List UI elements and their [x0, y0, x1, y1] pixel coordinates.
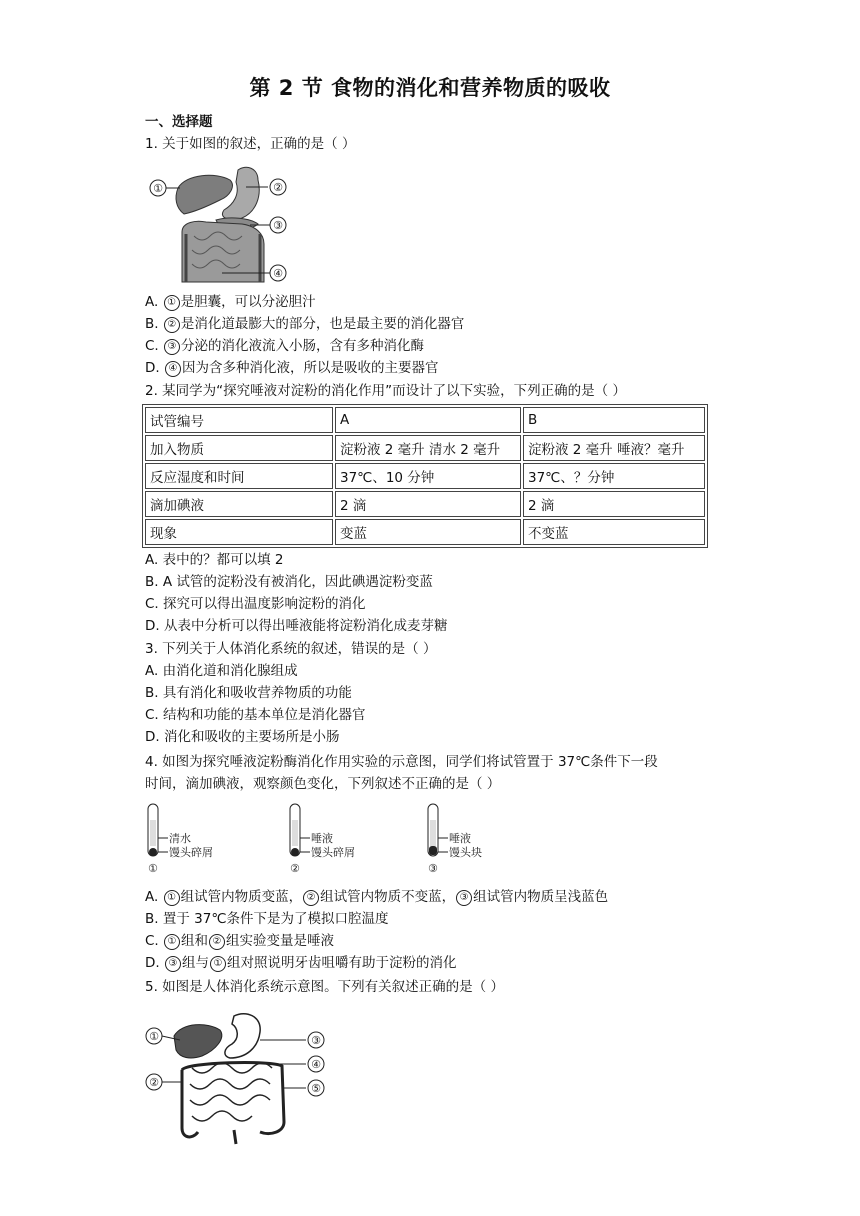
tube-2-bottom-label: 馒头碎屑 [311, 846, 355, 859]
tube-1-number: ① [148, 862, 158, 875]
q3-option-d: D. 消化和吸收的主要场所是小肠 [145, 729, 340, 745]
q3-option-b: B. 具有消化和吸收营养物质的功能 [145, 685, 352, 701]
option-text: 因为含多种消化液，所以是吸收的主要器官 [181, 360, 439, 376]
tube-3-top-label: 唾液 [449, 832, 471, 845]
table-row [145, 435, 705, 461]
q1-fig-label-3: ③ [273, 219, 283, 232]
circled-number: ① [164, 934, 180, 950]
table-row [145, 407, 705, 433]
table-row [145, 463, 705, 489]
q2-stem: 2. 某同学为“探究唾液对淀粉的消化作用”而设计了以下实验，下列正确的是（ ） [145, 383, 626, 399]
circled-number: ③ [456, 890, 472, 906]
circled-number: ① [164, 295, 180, 311]
q4-option-c [145, 931, 334, 951]
circled-number: ① [164, 890, 180, 906]
q2-option-b: B. A 试管的淀粉没有被消化，因此碘遇淀粉变蓝 [145, 574, 433, 590]
q4-test-tubes-figure [142, 800, 482, 876]
q5-digestive-system-figure [142, 1010, 332, 1146]
tube-1-bottom-label: 馒头碎屑 [169, 846, 213, 859]
option-prefix: A. [145, 294, 163, 310]
option-text: 是胆囊，可以分泌胆汁 [180, 294, 316, 310]
q2-option-d: D. 从表中分析可以得出唾液能将淀粉消化成麦芽糖 [145, 618, 448, 634]
table-cell: 加入物质 [145, 435, 333, 461]
circled-number: ④ [165, 361, 181, 377]
tube-2-top-label: 唾液 [311, 832, 333, 845]
q3-stem: 3. 下列关于人体消化系统的叙述，错误的是（ ） [145, 641, 437, 657]
page-title: 第 2 节 食物的消化和营养物质的吸收 [249, 76, 611, 100]
test-tube-3 [428, 804, 482, 875]
table-cell: 滴加碘液 [145, 491, 333, 517]
test-tube-1 [148, 804, 213, 875]
table-row [145, 491, 705, 517]
q5-fig-label-3: ③ [311, 1034, 321, 1047]
option-text: 组实验变量是唾液 [226, 933, 335, 949]
q1-digestive-organs-figure [146, 160, 296, 288]
table-cell: 不变蓝 [523, 519, 705, 545]
q2-experiment-table [142, 404, 708, 548]
table-cell: 变蓝 [335, 519, 521, 545]
table-cell: B [523, 407, 705, 433]
table-cell: 试管编号 [145, 407, 333, 433]
q5-stem: 5. 如图是人体消化系统示意图。下列有关叙述正确的是（ ） [145, 979, 504, 995]
option-text: 是消化道最膨大的部分，也是最主要的消化器官 [180, 316, 465, 332]
tube-3-bottom-label: 馒头块 [449, 846, 482, 859]
q1-option-d [145, 358, 438, 378]
circled-number: ① [210, 956, 226, 972]
option-prefix: C. [145, 338, 164, 354]
q2-option-a: A. 表中的？都可以填 2 [145, 552, 284, 568]
tube-2-number: ② [290, 862, 300, 875]
option-prefix: B. [145, 911, 163, 927]
circled-number: ② [209, 934, 225, 950]
q1-option-a [145, 292, 316, 312]
table-cell: 现象 [145, 519, 333, 545]
table-cell: A [335, 407, 521, 433]
circled-number: ③ [165, 956, 181, 972]
tube-1-top-label: 清水 [169, 832, 191, 845]
q4-option-b [145, 909, 389, 929]
option-text: 组与 [181, 955, 209, 971]
option-prefix: A. [145, 889, 163, 905]
circled-number: ③ [164, 339, 180, 355]
q4-stem-line-1: 4. 如图为探究唾液淀粉酶消化作用实验的示意图，同学们将试管置于 37℃条件下一段 [145, 754, 658, 770]
q1-fig-label-2: ② [273, 181, 283, 194]
q4-option-a [145, 887, 608, 907]
table-cell: 淀粉液 2 毫升 唾液？毫升 [523, 435, 705, 461]
circled-number: ② [303, 890, 319, 906]
circled-number: ② [164, 317, 180, 333]
table-cell: 37℃、？分钟 [523, 463, 705, 489]
option-text: 组试管内物质变蓝， [180, 889, 303, 905]
q1-fig-label-4: ④ [273, 267, 283, 280]
q2-option-c: C. 探究可以得出温度影响淀粉的消化 [145, 596, 366, 612]
option-prefix: D. [145, 955, 164, 971]
table-cell: 反应湿度和时间 [145, 463, 333, 489]
table-cell: 2 滴 [335, 491, 521, 517]
q3-option-a: A. 由消化道和消化腺组成 [145, 663, 298, 679]
option-prefix: C. [145, 933, 164, 949]
q1-option-c [145, 336, 424, 356]
table-cell: 2 滴 [523, 491, 705, 517]
q1-option-b [145, 314, 464, 334]
option-text: 置于 37℃条件下是为了模拟口腔温度 [162, 911, 389, 927]
q5-fig-label-1: ① [149, 1030, 159, 1043]
table-cell: 37℃、10 分钟 [335, 463, 521, 489]
option-text: 组对照说明牙齿咀嚼有助于淀粉的消化 [226, 955, 457, 971]
table-cell: 淀粉液 2 毫升 清水 2 毫升 [335, 435, 521, 461]
q1-fig-label-1: ① [153, 182, 163, 195]
option-text: 组试管内物质呈浅蓝色 [473, 889, 609, 905]
tube-3-number: ③ [428, 862, 438, 875]
option-prefix: B. [145, 316, 163, 332]
q5-fig-label-5: ⑤ [311, 1082, 321, 1095]
q1-stem: 1. 关于如图的叙述，正确的是（ ） [145, 136, 356, 152]
option-text: 分泌的消化液流入小肠，含有多种消化酶 [181, 338, 425, 354]
section-heading: 一、选择题 [145, 114, 213, 130]
q4-stem-line-2: 时间，滴加碘液，观察颜色变化，下列叙述不正确的是（ ） [145, 776, 501, 792]
option-text: 组和 [181, 933, 209, 949]
q5-fig-label-4: ④ [311, 1058, 321, 1071]
q5-fig-label-2: ② [149, 1076, 159, 1089]
q4-option-d [145, 953, 456, 973]
option-prefix: D. [145, 360, 164, 376]
test-tube-2 [290, 804, 355, 875]
table-row [145, 519, 705, 545]
option-text: 组试管内物质不变蓝， [320, 889, 456, 905]
q3-option-c: C. 结构和功能的基本单位是消化器官 [145, 707, 366, 723]
